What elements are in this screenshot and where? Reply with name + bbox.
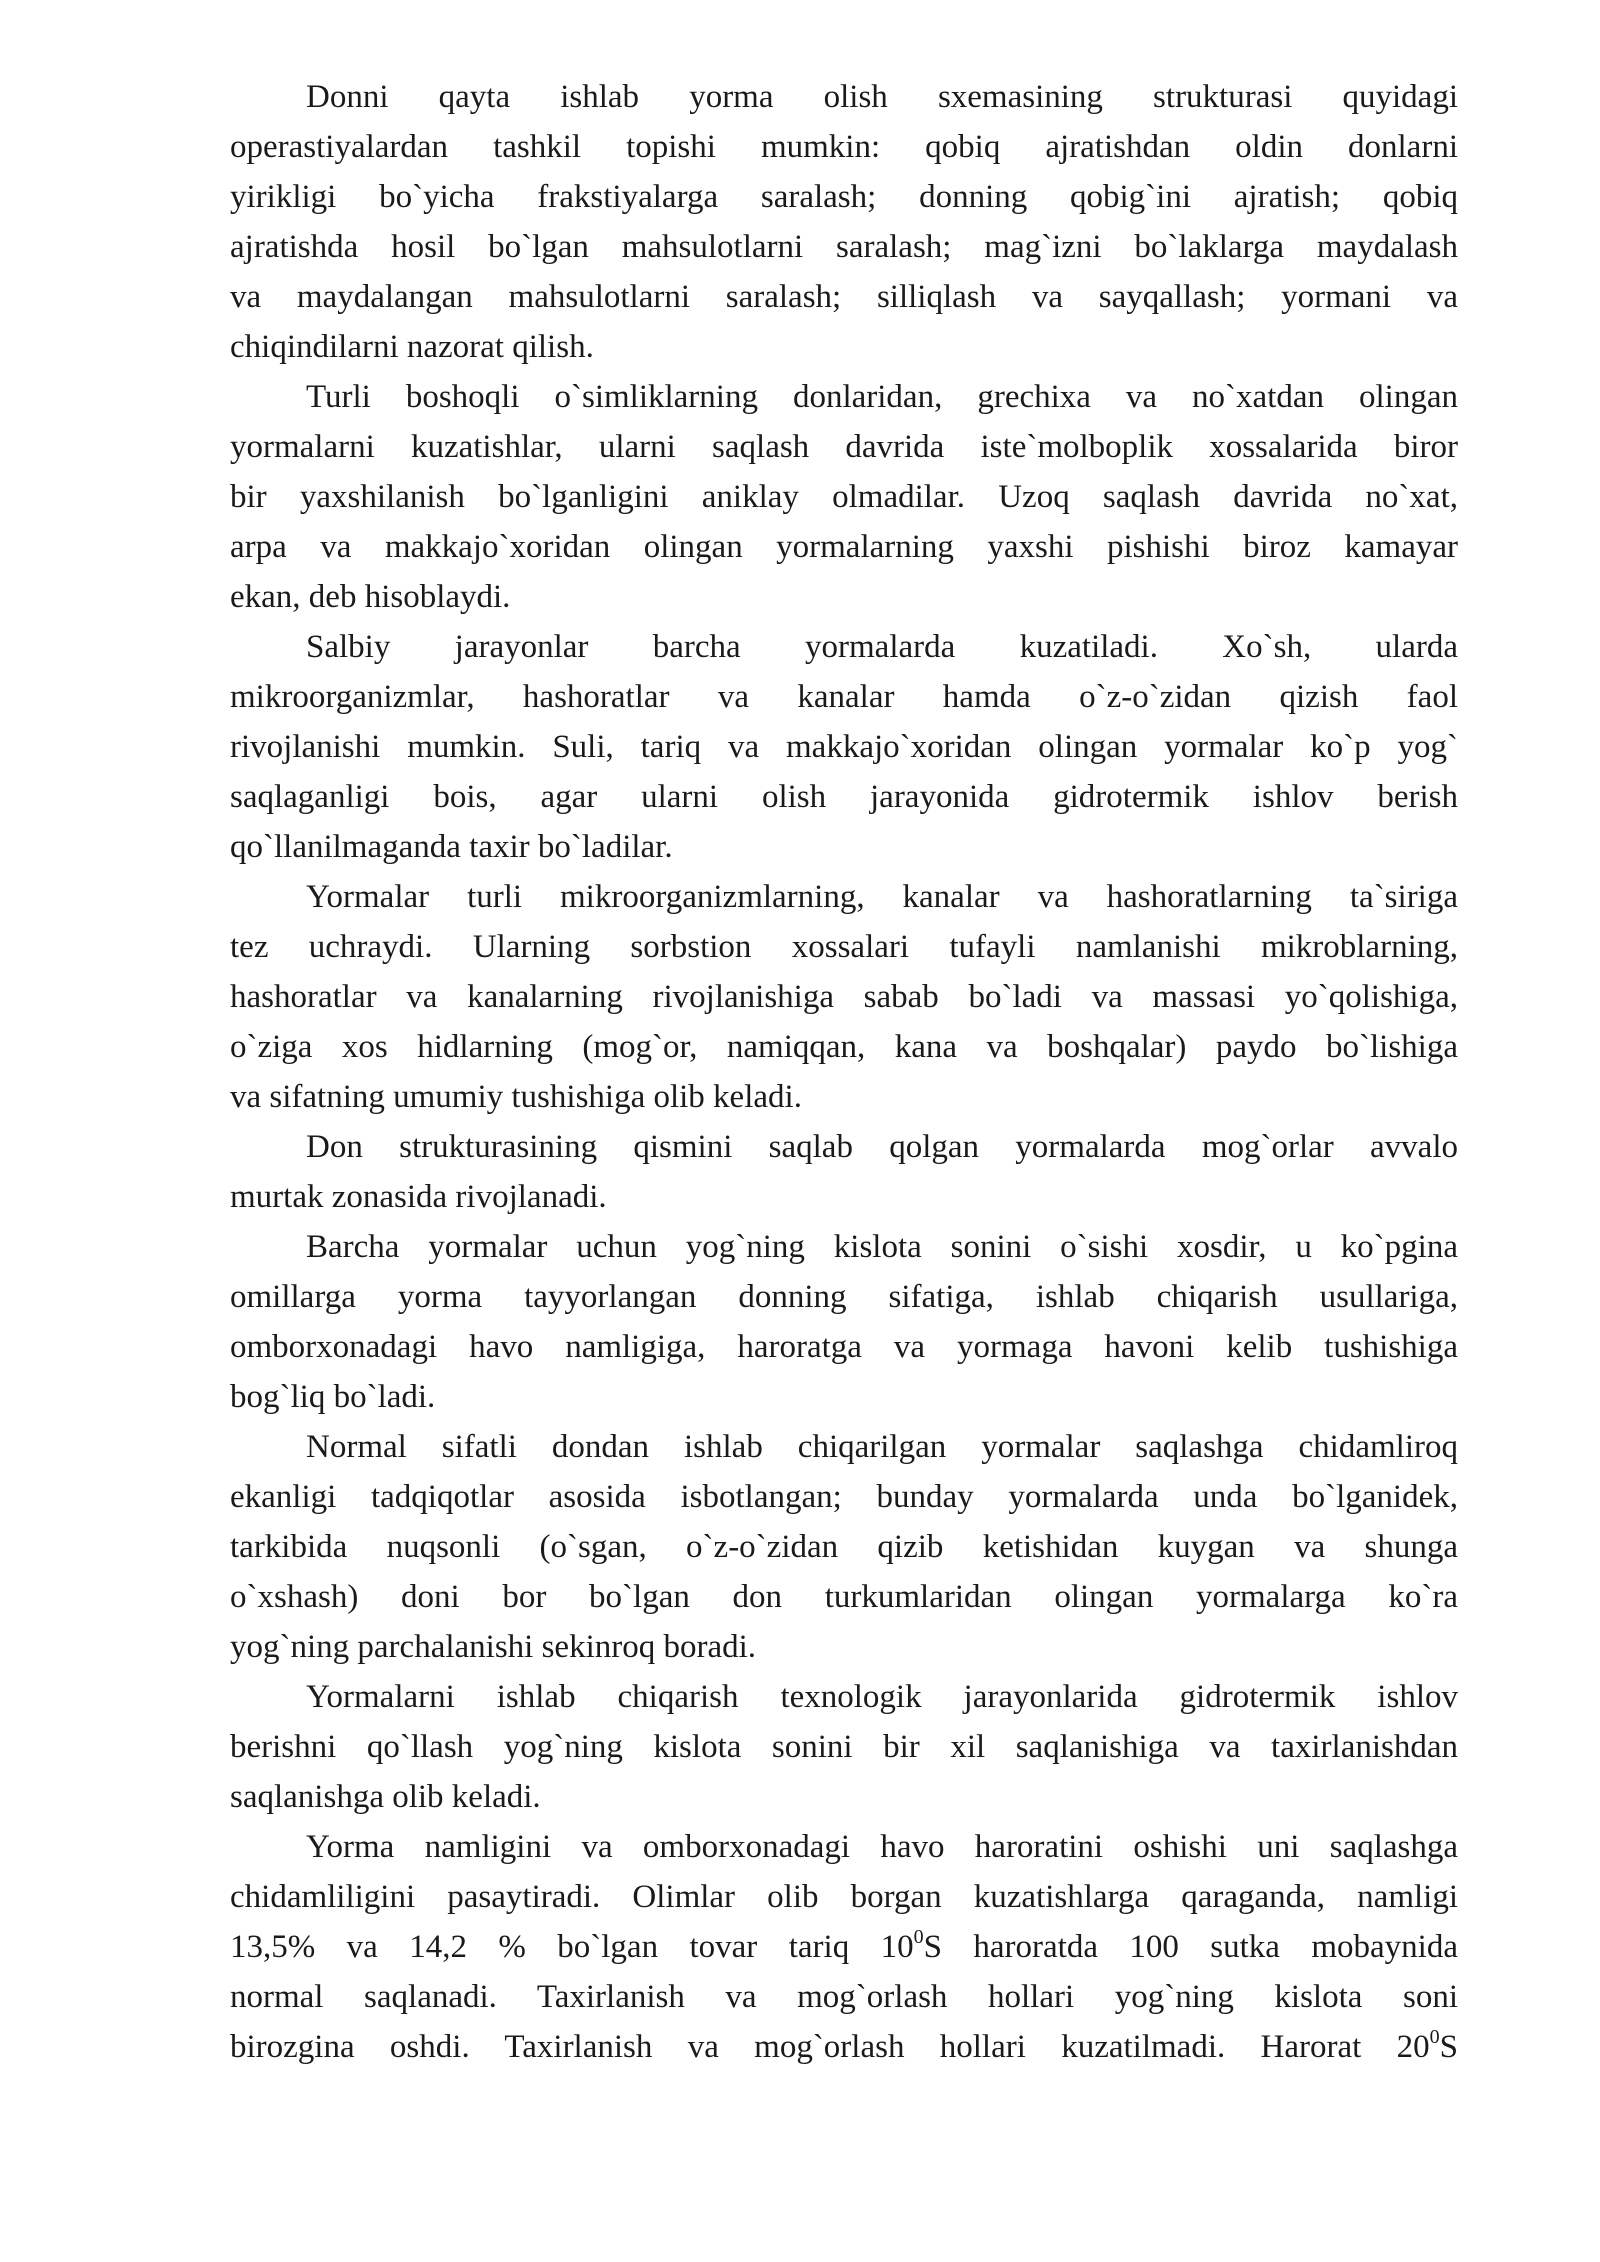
- text-line: saqlanishga olib keladi.: [230, 1779, 541, 1815]
- text-segment: birozgina oshdi. Taxirlanish va mog`orlash hollari kuzatilmadi. Harorat 20: [230, 2029, 1430, 2065]
- paragraph-7: [230, 1422, 1458, 1672]
- paragraph-2: [230, 372, 1458, 622]
- text-line: Normal sifatli dondan ishlab chiqarilgan yormalar saqlashga chidamliroq: [306, 1429, 1458, 1465]
- text-line: chiqindilarni nazorat qilish.: [230, 329, 594, 365]
- text-line: arpa va makkajo`xoridan olingan yormalarning yaxshi pishishi biroz kamayar: [230, 529, 1458, 565]
- text-line: Donni qayta ishlab yorma olish sxemasining strukturasi quyidagi: [306, 79, 1458, 115]
- text-line: rivojlanishi mumkin. Suli, tariq va makkajo`xoridan olingan yormalar ko`p yog`: [230, 729, 1458, 765]
- document-page: [230, 72, 1458, 2072]
- text-line: omborxonadagi havo namligiga, haroratga va yormaga havoni kelib tushishiga: [230, 1329, 1458, 1365]
- text-line: Yormalarni ishlab chiqarish texnologik jarayonlarida gidrotermik ishlov: [306, 1679, 1458, 1715]
- text-line: yirikligi bo`yicha frakstiyalarga saralash; donning qobig`ini ajratish; qobiq: [230, 179, 1458, 215]
- text-line: bir yaxshilanish bo`lganligini aniklay olmadilar. Uzoq saqlash davrida no`xat,: [230, 479, 1458, 515]
- text-line: hashoratlar va kanalarning rivojlanishiga sabab bo`ladi va massasi yo`qolishiga,: [230, 979, 1458, 1015]
- paragraph-9: [230, 1822, 1458, 2072]
- text-line: saqlaganligi bois, agar ularni olish jarayonida gidrotermik ishlov berish: [230, 779, 1458, 815]
- text-line-with-superscript: [230, 2022, 1458, 2072]
- text-line: yormalarni kuzatishlar, ularni saqlash davrida iste`molboplik xossalarida biror: [230, 429, 1458, 465]
- text-line: ekan, deb hisoblaydi.: [230, 579, 511, 615]
- text-line: Salbiy jarayonlar barcha yormalarda kuzatiladi. Xo`sh, ularda: [306, 629, 1458, 665]
- paragraph-3: [230, 622, 1458, 872]
- text-line: va sifatning umumiy tushishiga olib keladi.: [230, 1079, 802, 1115]
- text-line: Don strukturasining qismini saqlab qolgan yormalarda mog`orlar avvalo: [306, 1129, 1458, 1165]
- text-line: yog`ning parchalanishi sekinroq boradi.: [230, 1629, 757, 1665]
- superscript-degree: 0: [1429, 2026, 1440, 2048]
- text-line: Barcha yormalar uchun yog`ning kislota sonini o`sishi xosdir, u ko`pgina: [306, 1229, 1458, 1265]
- text-line: murtak zonasida rivojlanadi.: [230, 1179, 607, 1215]
- text-line: qo`llanilmaganda taxir bo`ladilar.: [230, 829, 673, 865]
- text-line: berishni qo`llash yog`ning kislota sonini bir xil saqlanishiga va taxirlanishdan: [230, 1729, 1458, 1765]
- text-line: Turli boshoqli o`simliklarning donlaridan, grechixa va no`xatdan olingan: [306, 379, 1458, 415]
- superscript-degree: 0: [913, 1926, 924, 1948]
- text-line: omillarga yorma tayyorlangan donning sifatiga, ishlab chiqarish usullariga,: [230, 1279, 1458, 1315]
- text-line: bog`liq bo`ladi.: [230, 1379, 436, 1415]
- text-line: tez uchraydi. Ularning sorbstion xossalari tufayli namlanishi mikroblarning,: [230, 929, 1458, 965]
- text-line: ajratishda hosil bo`lgan mahsulotlarni saralash; mag`izni bo`laklarga maydalash: [230, 229, 1458, 265]
- text-line: Yormalar turli mikroorganizmlarning, kanalar va hashoratlarning ta`siriga: [306, 879, 1458, 915]
- text-line: tarkibida nuqsonli (o`sgan, o`z-o`zidan qizib ketishidan kuygan va shunga: [230, 1529, 1458, 1565]
- paragraph-5: [230, 1122, 1458, 1222]
- paragraph-4: [230, 872, 1458, 1122]
- text-segment: S haroratda 100 sutka mobaynida: [923, 1929, 1458, 1965]
- text-line: normal saqlanadi. Taxirlanish va mog`orlash hollari yog`ning kislota soni: [230, 1979, 1458, 2015]
- text-line: operastiyalardan tashkil topishi mumkin: qobiq ajratishdan oldin donlarni: [230, 129, 1458, 165]
- paragraph-1: [230, 72, 1458, 372]
- paragraph-6: [230, 1222, 1458, 1422]
- text-segment: S: [1439, 2029, 1458, 2065]
- text-segment: 13,5% va 14,2 % bo`lgan tovar tariq 10: [230, 1929, 914, 1965]
- text-line: chidamliligini pasaytiradi. Olimlar olib borgan kuzatishlarga qaraganda, namligi: [230, 1879, 1458, 1915]
- text-line: o`ziga xos hidlarning (mog`or, namiqqan, kana va boshqalar) paydo bo`lishiga: [230, 1029, 1458, 1065]
- text-line-with-superscript: [230, 1922, 1458, 1972]
- text-line: o`xshash) doni bor bo`lgan don turkumlaridan olingan yormalarga ko`ra: [230, 1579, 1458, 1615]
- text-line: Yorma namligini va omborxonadagi havo haroratini oshishi uni saqlashga: [306, 1829, 1458, 1865]
- paragraph-8: [230, 1672, 1458, 1822]
- text-line: va maydalangan mahsulotlarni saralash; silliqlash va sayqallash; yormani va: [230, 279, 1458, 315]
- text-line: ekanligi tadqiqotlar asosida isbotlangan; bunday yormalarda unda bo`lganidek,: [230, 1479, 1458, 1515]
- text-line: mikroorganizmlar, hashoratlar va kanalar hamda o`z-o`zidan qizish faol: [230, 679, 1458, 715]
